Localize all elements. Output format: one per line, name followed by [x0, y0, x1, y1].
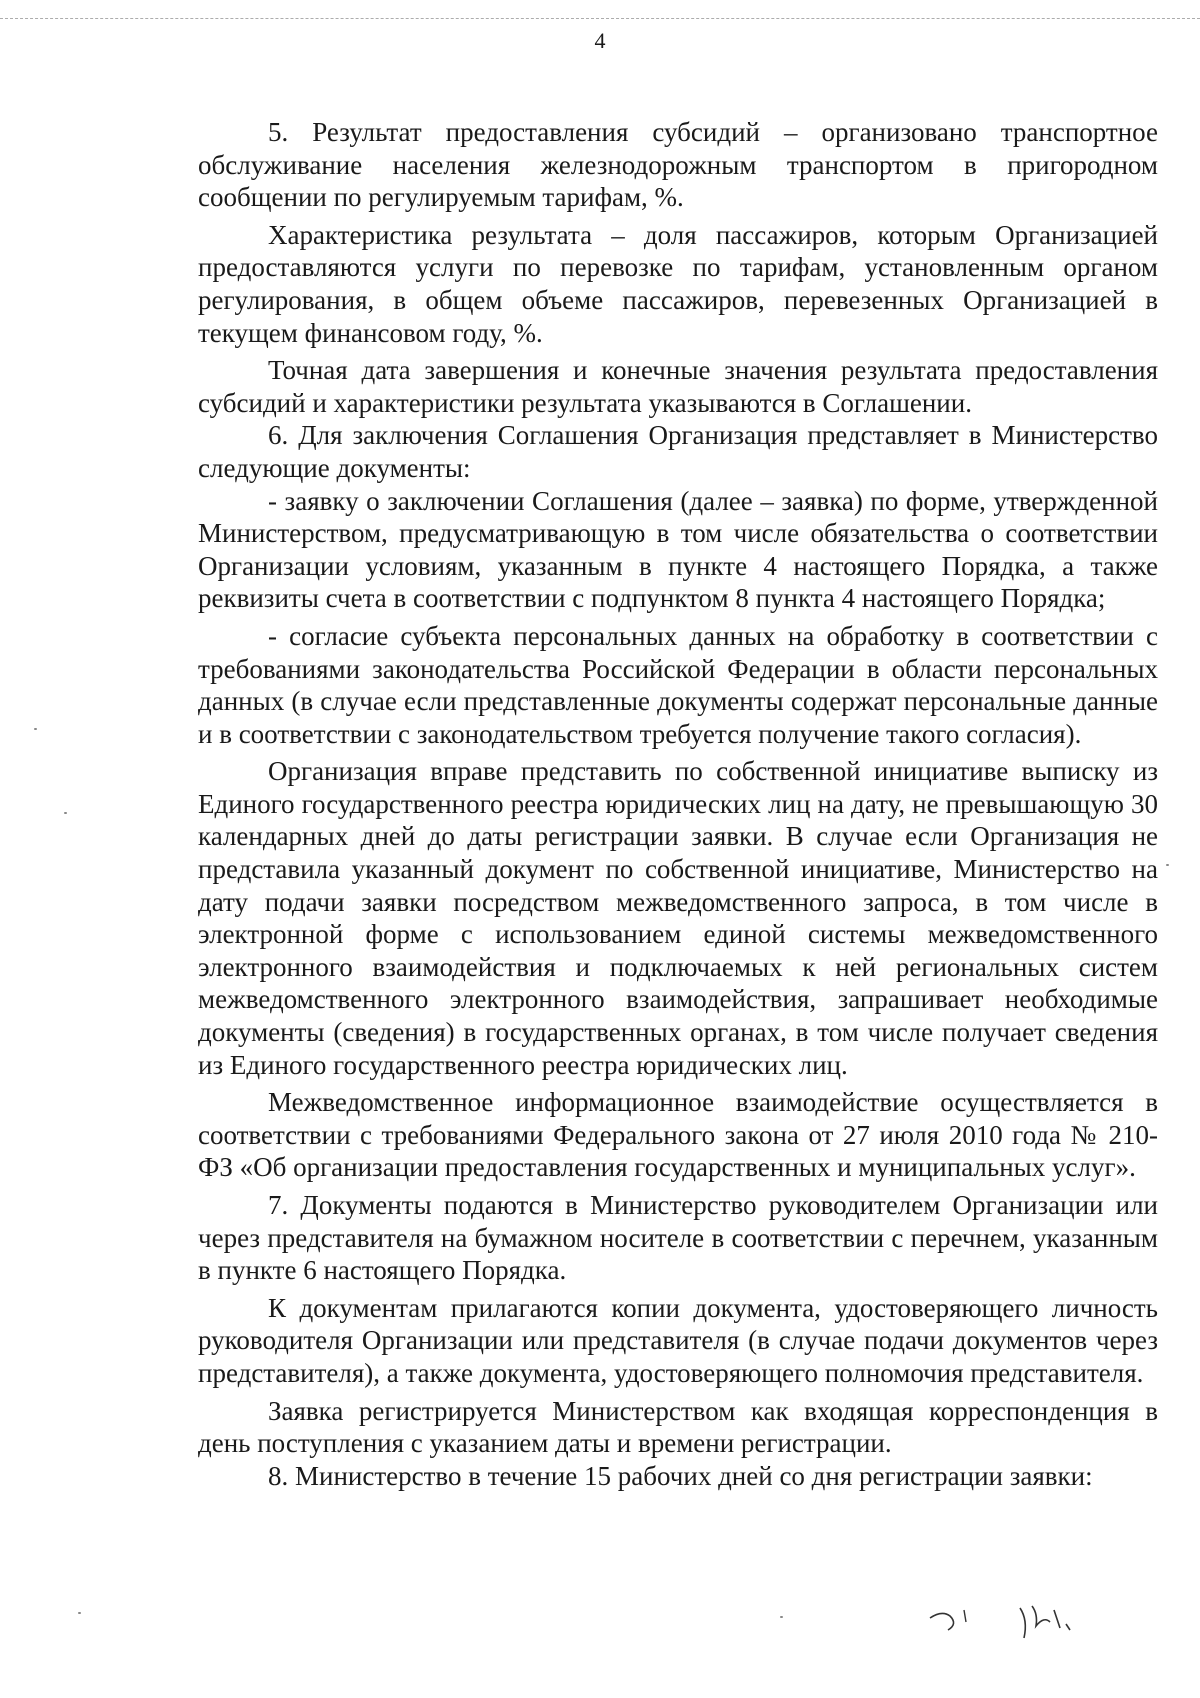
list-item-consent: - согласие субъекта персональных данных на обработку в соответствии с требованиями законодательства Российской Федерации в области персональных данных (в случае если представленные документы содержат персональные данные и в соответствии с законодательством требуется получение такого согласия). [198, 620, 1158, 749]
paragraph-submission: 7. Документы подаются в Министерство руководителем Организации или через представителя на бумажном носителе в соответствии с перечнем, указанным в пункте 6 настоящего Порядка. [198, 1190, 1158, 1286]
paragraph-attachments: К документам прилагаются копии документа, удостоверяющего личность руководителя Организации или представителя (в случае подачи документов через представителя), а также документа, удостоверяющего полномочия представителя. [198, 1292, 1158, 1388]
scan-speck [78, 1612, 81, 1614]
scan-speck [34, 728, 37, 730]
scan-speck [64, 812, 67, 814]
paragraph-registry-extract: Организация вправе представить по собственной инициативе выписку из Единого государственного реестра юридических лиц на дату, не превышающую 30 календарных дней до даты регистрации заявки. В случае если Организация не представила указанный документ по собственной инициативе, Министерство на дату подачи заявки посредством межведомственного запроса, в том числе в электронной форме с использованием единой системы межведомственного электронного взаимодействия и подключаемых к ней региональных систем межведомственного электронного взаимодействия, запрашивает необходимые документы (сведения) в государственных органах, в том числе получает сведения из Единого государственного реестра юридических лиц. [198, 756, 1158, 1080]
document-body [198, 116, 1158, 1492]
scan-speck [780, 1616, 783, 1618]
paragraph-documents-list: 6. Для заключения Соглашения Организация представляет в Министерство следующие документы: [198, 420, 1158, 483]
list-item-application: - заявку о заключении Соглашения (далее – заявка) по форме, утвержденной Министерством, предусматривающую в том числе обязательства о соответствии Организации условиям, указанным в пункте 4 настоящего Порядка, а также реквизиты счета в соответствии с подпунктом 8 пункта 4 настоящего Порядка; [198, 485, 1158, 614]
paragraph-result: 5. Результат предоставления субсидий – организовано транспортное обслуживание населения железнодорожным транспортом в пригородном сообщении по регулируемым тарифам, %. [198, 117, 1158, 213]
paragraph-characteristic: Характеристика результата – доля пассажиров, которым Организацией предоставляются услуги по перевозке по тарифам, установленным органом регулирования, в общем объеме пассажиров, перевезенных Организацией в текущем финансовом году, %. [198, 219, 1158, 348]
scan-speck [1166, 864, 1169, 866]
paragraph-exact-date: Точная дата завершения и конечные значения результата предоставления субсидий и характеристики результата указываются в Соглашении. [198, 355, 1158, 418]
paragraph-ministry-review: 8. Министерство в течение 15 рабочих дней со дня регистрации заявки: [268, 1460, 1093, 1491]
page-number: 4 [594, 28, 606, 53]
initials-signature [920, 1580, 1120, 1650]
scan-edge-line [0, 18, 1200, 21]
paragraph-registration: Заявка регистрируется Министерством как входящая корреспонденция в день поступления с указанием даты и времени регистрации. [198, 1395, 1158, 1459]
paragraph-interagency: Межведомственное информационное взаимодействие осуществляется в соответствии с требованиями Федерального закона от 27 июля 2010 года № 210-ФЗ «Об организации предоставления государственных и муниципальных услуг». [198, 1087, 1158, 1183]
